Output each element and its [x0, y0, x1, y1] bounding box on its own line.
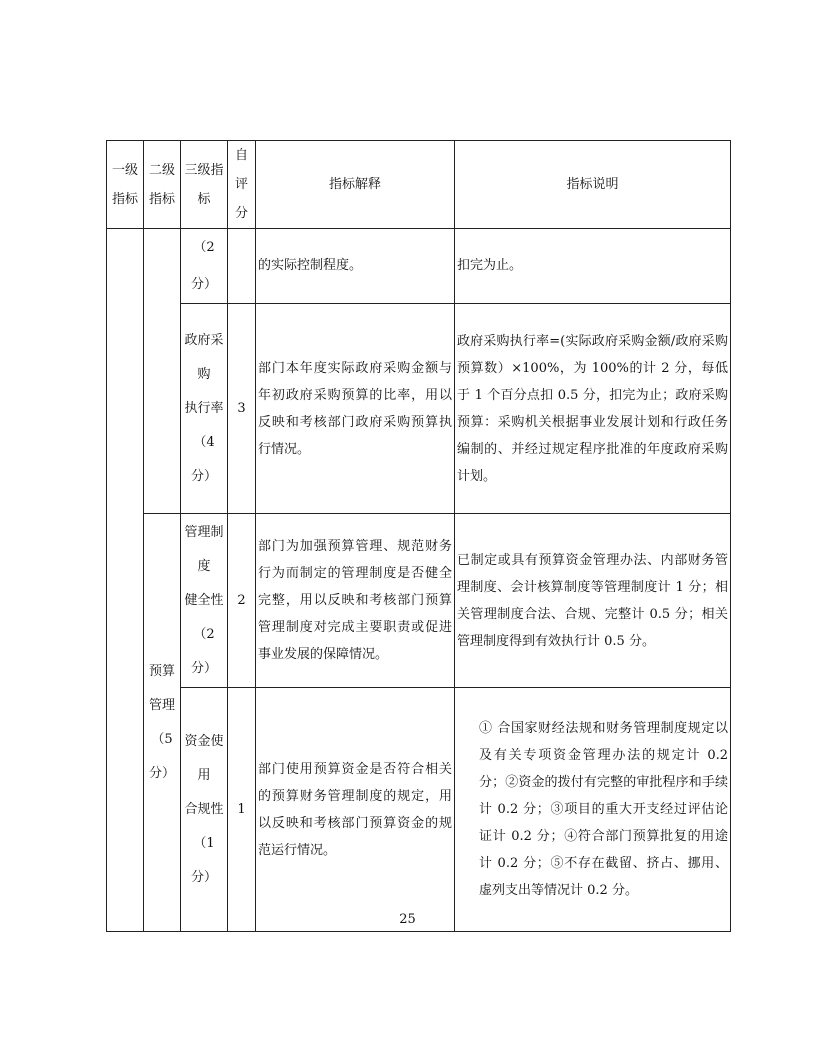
level1-cell — [107, 229, 144, 932]
explanation-cell: 部门本年度实际政府采购金额与年初政府采购预算的比率，用以反映和考核部门政府采购预算执行情况。 — [256, 304, 455, 514]
page-number: 25 — [399, 912, 416, 927]
level3-cell: （2 分） — [181, 229, 228, 304]
header-level1: 一级 指标 — [107, 141, 144, 229]
table-header-row — [107, 141, 731, 229]
level2-cell: 预算 管理 （5 分） — [144, 514, 181, 932]
header-level2: 二级 指标 — [144, 141, 181, 229]
self-score-cell — [228, 229, 256, 304]
table-row — [107, 229, 731, 304]
header-explanation: 指标解释 — [256, 141, 455, 229]
level3-cell: 政府采 购 执行率 （4 分） — [181, 304, 228, 514]
header-self-score: 自评 分 — [228, 141, 256, 229]
level2-cell-continued — [144, 229, 181, 514]
header-level3: 三级指 标 — [181, 141, 228, 229]
table-row — [107, 304, 731, 514]
self-score-cell: 3 — [228, 304, 256, 514]
description-cell: 已制定或具有预算资金管理办法、内部财务管理制度、会计核算制度等管理制度计 1 分；相关管理制度合法、合规、完整计 0.5 分；相关管理制度得到有效执行计 0.5 分。 — [455, 514, 731, 688]
self-score-cell: 1 — [228, 688, 256, 932]
header-description: 指标说明 — [455, 141, 731, 229]
explanation-cell: 部门使用预算资金是否符合相关的预算财务管理制度的规定，用以反映和考核部门预算资金的规范运行情况。 — [256, 688, 455, 932]
level3-cell: 管理制 度 健全性 （2 分） — [181, 514, 228, 688]
description-cell: 政府采购执行率=(实际政府采购金额/政府采购预算数）×100%，为 100%的计 2 分，每低于 1 个百分点扣 0.5 分，扣完为止；政府采购预算：采购机关根据事业发展计划和行政任务编制的、并经过规定程序批准的年度政府采购计划。 — [455, 304, 731, 514]
table-row — [107, 514, 731, 688]
evaluation-table — [106, 140, 731, 932]
description-cell: ① 合国家财经法规和财务管理制度规定以及有关专项资金管理办法的规定计 0.2 分；②资金的拨付有完整的审批程序和手续计 0.2 分；③项目的重大开支经过评估论证计 0.2 分；④符合部门预算批复的用途计 0.2 分；⑤不存在截留、挤占、挪用、虚列支出等情况计 0.2 分。 — [455, 688, 731, 932]
table-row — [107, 688, 731, 932]
self-score-cell: 2 — [228, 514, 256, 688]
explanation-cell: 部门为加强预算管理、规范财务行为而制定的管理制度是否健全完整，用以反映和考核部门预算管理制度对完成主要职责或促进事业发展的保障情况。 — [256, 514, 455, 688]
description-cell: 扣完为止。 — [455, 229, 731, 304]
level3-cell: 资金使 用 合规性 （1 分） — [181, 688, 228, 932]
explanation-cell: 的实际控制程度。 — [256, 229, 455, 304]
